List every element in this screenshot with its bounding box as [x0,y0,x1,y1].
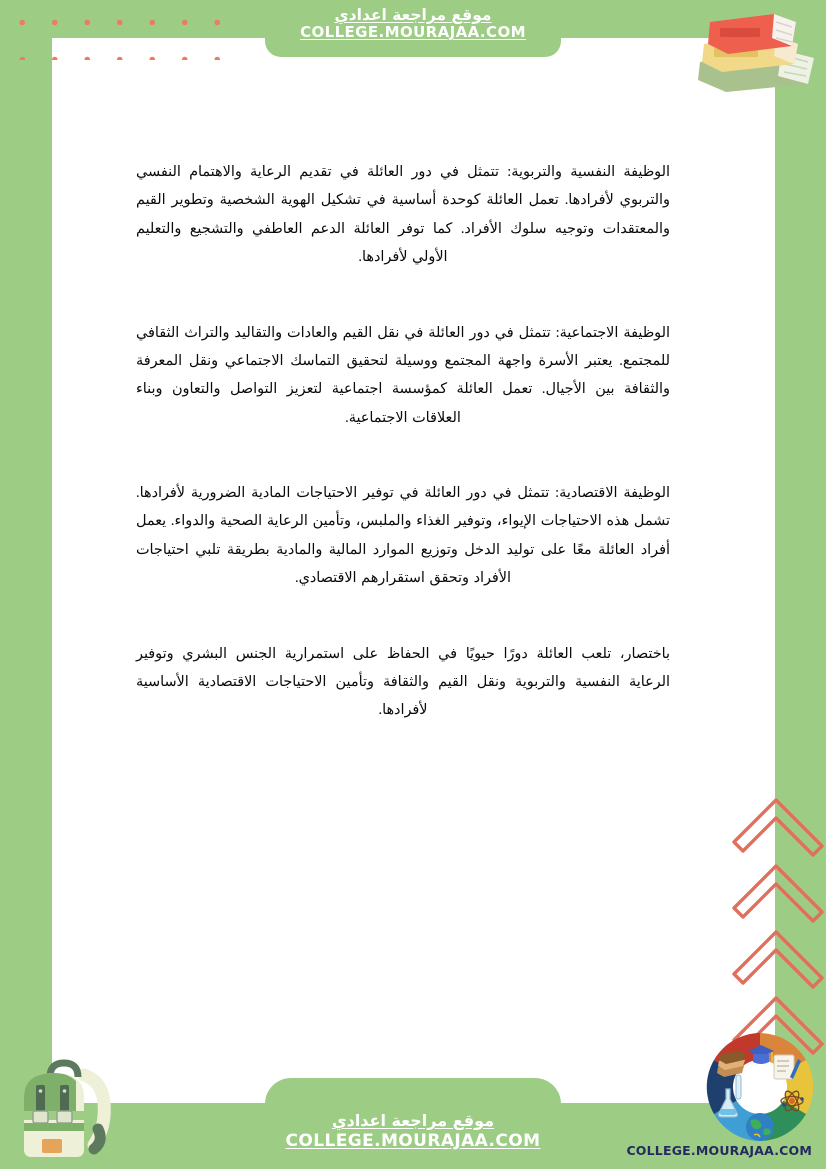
footer-brand [265,1112,561,1151]
document-body [136,158,670,725]
footer-brand-arabic[interactable]: موقع مراجعة اعدادي [331,1111,495,1131]
watermark-url: COLLEGE.MOURAJAA.COM [626,1143,812,1158]
footer-brand-url[interactable]: COLLEGE.MOURAJAA.COM [285,1130,541,1151]
frame-band-left [0,0,52,1103]
paragraph-psychological-educational: الوظيفة النفسية والتربوية: تتمثل في دور العائلة في تقديم الرعاية والاهتمام النفسي والتربوي لأفرادها. تعمل العائلة كوحدة أساسية في تشكيل الهوية الشخصية وتطوير القيم والمعتقدات وتوجيه سلوك الأفراد. كما توفر العائلة الدعم العاطفي والتشجيع والتعليم الأولي لأفرادها. [136,164,670,266]
frame-band-right [775,0,826,1169]
paragraph-economic: الوظيفة الاقتصادية: تتمثل في دور العائلة في توفير الاحتياجات المادية الضرورية لأفرادها. تشمل هذه الاحتياجات الإيواء، وتوفير الغذاء والملبس، وتأمين الرعاية الصحية والدواء. يعمل أفراد العائلة معًا على توليد الدخل وتوزيع الموارد المالية والمادية بطريقة تلبي احتياجات الأفراد وتحقق استقرارهم الاقتصادي. [136,485,670,587]
paragraph-conclusion: باختصار، تلعب العائلة دورًا حيويًا في الحفاظ على استمرارية الجنس البشري وتوفير الرعاية النفسية والتربوية ونقل القيم والثقافة وتأمين الاحتياجات الاقتصادية الأساسية لأفرادها. [136,645,670,719]
header-brand-url[interactable]: COLLEGE.MOURAJAA.COM [300,23,526,42]
header-brand [265,7,561,41]
paragraph-social: الوظيفة الاجتماعية: تتمثل في دور العائلة في نقل القيم والعادات والتقاليد والتراث الثقافي للمجتمع. يعتبر الأسرة واجهة المجتمع ووسيلة لتحقيق التماسك الاجتماعي ونقل المعرفة والثقافة بين الأجيال. تعمل العائلة كمؤسسة اجتماعية لتعزيز التواصل والتعاون وبناء العلاقات الاجتماعية. [136,324,670,426]
header-brand-arabic[interactable]: موقع مراجعة اعدادي [334,6,492,24]
